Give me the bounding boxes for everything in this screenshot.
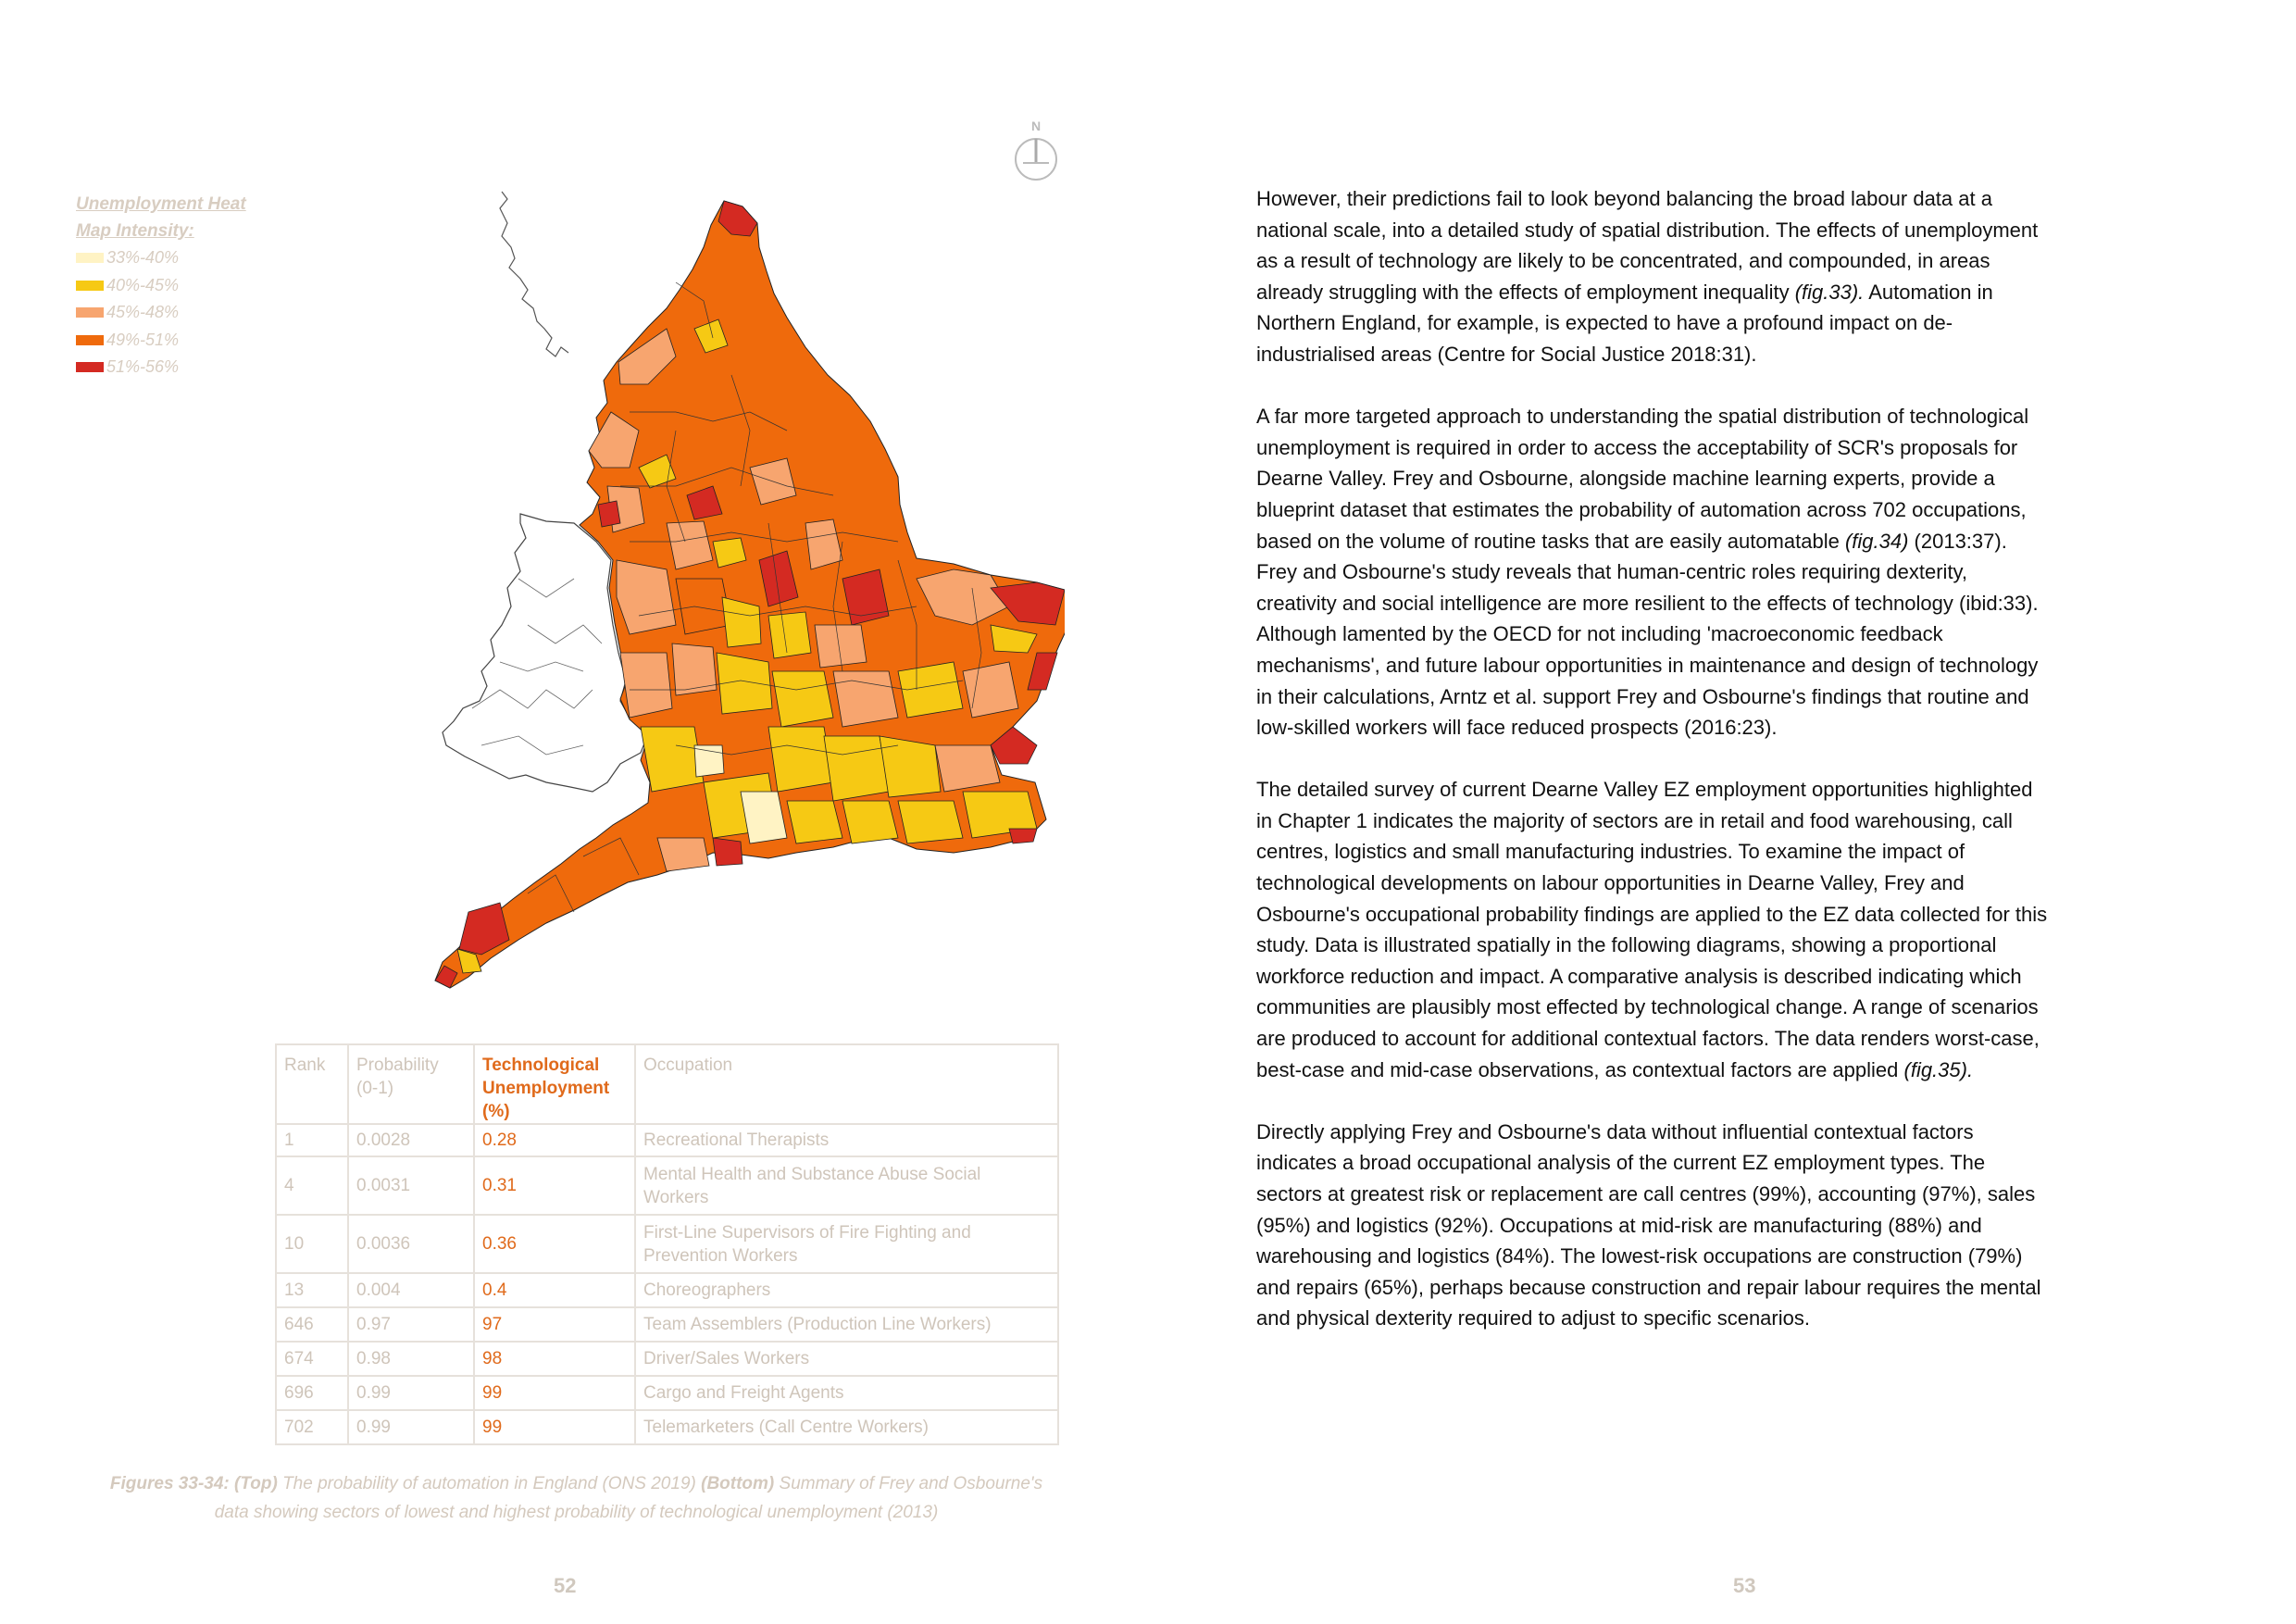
table-row bbox=[276, 1342, 1058, 1376]
header-occupation: Occupation bbox=[635, 1044, 1058, 1124]
legend-title-line1: Unemployment Heat bbox=[76, 194, 246, 214]
cell-tech-unemployment: 98 bbox=[474, 1342, 635, 1376]
cell-occupation: Driver/Sales Workers bbox=[635, 1342, 1058, 1376]
table-header-row bbox=[276, 1044, 1058, 1124]
cell-tech-unemployment: 99 bbox=[474, 1410, 635, 1444]
cell-rank: 10 bbox=[276, 1215, 348, 1273]
header-tech-unemployment bbox=[474, 1044, 635, 1124]
page-number-right: 53 bbox=[1733, 1574, 1756, 1597]
figure-caption bbox=[93, 1469, 1060, 1527]
page-number-left: 52 bbox=[554, 1574, 577, 1597]
fig-ref-33: (fig.33). bbox=[1794, 280, 1865, 304]
table-row bbox=[276, 1156, 1058, 1215]
cell-tech-unemployment: 0.28 bbox=[474, 1124, 635, 1156]
legend-title-line2: Map Intensity: bbox=[76, 221, 194, 241]
legend-swatch bbox=[76, 307, 104, 318]
occupation-probability-table bbox=[275, 1043, 1059, 1445]
cell-occupation: Mental Health and Substance Abuse Social Workers bbox=[635, 1156, 1058, 1215]
paragraph-2: A far more targeted approach to understanding the spatial distribution of technological unemployment is required in order to access the acceptability of SCR's proposals for Dearne Valley. Frey and Osbourne, alongside machine learning experts, provide a blueprint dataset that estimates the probability of automation across 702 occupations, based on the volume of routine tasks that are easily automatable (fig.34) (2013:37). Frey and Osbourne's study reveals that human-centric roles requiring dexterity, creativity and social intelligence are more resilient to the effects of technology (ibid:33). Although lamented by the OECD for not including 'macroeconomic feedback mechanisms', and future labour opportunities in maintenance and design of technology in their calculations, Arntz et al. support Frey and Osbourne's findings that routine and low-skilled workers will face reduced prospects (2016:23). bbox=[1256, 405, 2039, 740]
cell-rank: 13 bbox=[276, 1273, 348, 1307]
legend-swatch bbox=[76, 281, 104, 291]
compass-icon bbox=[1012, 135, 1060, 183]
header-rank: Rank bbox=[276, 1044, 348, 1124]
table-row bbox=[276, 1215, 1058, 1273]
cell-rank: 702 bbox=[276, 1410, 348, 1444]
table-row bbox=[276, 1273, 1058, 1307]
legend-label: 45%-48% bbox=[106, 303, 180, 322]
cell-occupation: First-Line Supervisors of Fire Fighting and Prevention Workers bbox=[635, 1215, 1058, 1273]
header-tu-line3: (%) bbox=[482, 1102, 510, 1121]
legend-label: 49%-51% bbox=[106, 330, 180, 349]
caption-top-label: (Top) bbox=[234, 1474, 278, 1493]
cell-probability: 0.004 bbox=[348, 1273, 474, 1307]
caption-bottom-label: (Bottom) bbox=[701, 1474, 775, 1493]
cell-rank: 674 bbox=[276, 1342, 348, 1376]
fig-ref-35: (fig.35). bbox=[1903, 1057, 1974, 1081]
header-tu-line2: Unemployment bbox=[482, 1079, 610, 1098]
legend-item bbox=[76, 354, 246, 381]
cell-rank: 646 bbox=[276, 1307, 348, 1342]
unemployment-heat-map bbox=[398, 190, 1065, 1005]
cell-probability: 0.99 bbox=[348, 1376, 474, 1410]
cell-occupation: Team Assemblers (Production Line Workers) bbox=[635, 1307, 1058, 1342]
cell-tech-unemployment: 0.31 bbox=[474, 1156, 635, 1215]
paragraph-4: Directly applying Frey and Osbourne's data without influential contextual factors indicates a broad occupational analysis of the current EZ employment types. The sectors at greatest risk or replacement are call centres (99%), accounting (97%), sales (95%) and logistics (92%). Occupations at mid-risk are manufacturing (88%) and warehousing and logistics (84%). The lowest-risk occupations are construction (79%) and repairs (65%), perhaps because construction and repair labour requires the mental and physical dexterity required to adjust to specific scenarios. bbox=[1256, 1119, 2041, 1330]
caption-figures: Figures 33-34: bbox=[109, 1474, 230, 1493]
cell-probability: 0.98 bbox=[348, 1342, 474, 1376]
cell-occupation: Choreographers bbox=[635, 1273, 1058, 1307]
legend-swatch bbox=[76, 253, 104, 263]
cell-occupation: Recreational Therapists bbox=[635, 1124, 1058, 1156]
cell-occupation: Telemarketers (Call Centre Workers) bbox=[635, 1410, 1058, 1444]
legend-item bbox=[76, 244, 246, 272]
caption-bottom-text: Summary of Frey and Osbourne's data showing sectors of lowest and highest probability of technological unemployment (2013) bbox=[214, 1474, 1043, 1522]
header-tu-line1: Technological bbox=[482, 1056, 600, 1075]
legend-item bbox=[76, 299, 246, 327]
cell-probability: 0.0031 bbox=[348, 1156, 474, 1215]
scotland-outline bbox=[500, 192, 568, 356]
paragraph-1: However, their predictions fail to look beyond balancing the broad labour data at a national scale, into a detailed study of spatial distribution. The effects of unemployment as a result of technology are likely to be concentrated, and compounded, in areas already struggling with the effects of employment inequality (fig.33). Automation in Northern England, for example, is expected to have a profound impact on de-industrialised areas (Centre for Social Justice 2018:31). bbox=[1256, 187, 2039, 366]
table-row bbox=[276, 1376, 1058, 1410]
cell-probability: 0.0028 bbox=[348, 1124, 474, 1156]
cell-tech-unemployment: 0.36 bbox=[474, 1215, 635, 1273]
header-probability-line1: Probability bbox=[356, 1056, 439, 1075]
cell-rank: 4 bbox=[276, 1156, 348, 1215]
cell-tech-unemployment: 97 bbox=[474, 1307, 635, 1342]
legend-swatch bbox=[76, 335, 104, 345]
table-row bbox=[276, 1410, 1058, 1444]
legend-item bbox=[76, 327, 246, 355]
compass-north-label: N bbox=[1030, 119, 1042, 133]
body-text bbox=[1256, 183, 2053, 1366]
cell-occupation: Cargo and Freight Agents bbox=[635, 1376, 1058, 1410]
cell-tech-unemployment: 99 bbox=[474, 1376, 635, 1410]
cell-rank: 1 bbox=[276, 1124, 348, 1156]
paragraph-3: The detailed survey of current Dearne Valley EZ employment opportunities highlighted in Chapter 1 indicates the majority of sectors are in retail and food warehousing, call centres, logistics and small manufacturing industries. To examine the impact of technological developments on labour opportunities in Dearne Valley, Frey and Osbourne's occupational probability findings are applied to the EZ data collected for this study. Data is illustrated spatially in the following diagrams, showing a proportional workforce reduction and impact. A comparative analysis is described indicating which communities are plausibly most effected by technological change. A range of scenarios are produced to account for additional contextual factors. The data renders worst-case, best-case and mid-case observations, as contextual factors are applied (fig.35). bbox=[1256, 778, 2048, 1081]
legend-swatch bbox=[76, 362, 104, 372]
cell-probability: 0.99 bbox=[348, 1410, 474, 1444]
fig-ref-34: (fig.34) bbox=[1844, 529, 1909, 553]
cell-tech-unemployment: 0.4 bbox=[474, 1273, 635, 1307]
legend-label: 40%-45% bbox=[106, 275, 180, 294]
map-legend bbox=[76, 191, 246, 381]
legend-item bbox=[76, 272, 246, 300]
cell-rank: 696 bbox=[276, 1376, 348, 1410]
legend-label: 33%-40% bbox=[106, 248, 180, 268]
legend-label: 51%-56% bbox=[106, 357, 180, 377]
north-arrow bbox=[1012, 119, 1060, 185]
cell-probability: 0.97 bbox=[348, 1307, 474, 1342]
header-probability bbox=[348, 1044, 474, 1124]
table-row bbox=[276, 1124, 1058, 1156]
table-row bbox=[276, 1307, 1058, 1342]
caption-top-text: The probability of automation in England (ONS 2019) bbox=[282, 1474, 696, 1493]
cell-probability: 0.0036 bbox=[348, 1215, 474, 1273]
header-probability-line2: (0-1) bbox=[356, 1079, 394, 1098]
